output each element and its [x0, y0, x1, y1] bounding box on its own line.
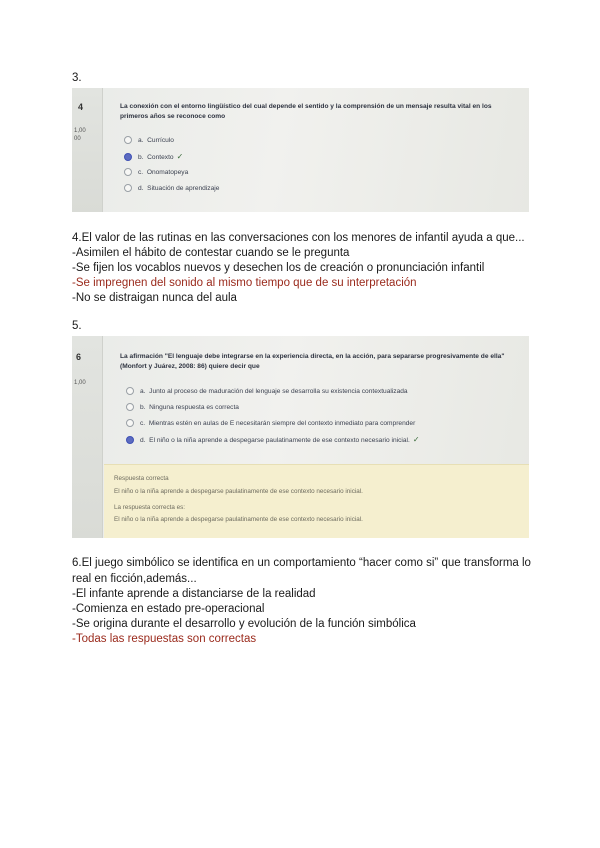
option-c: c. Mientras estén en aulas de E necesitarán siempre del contexto inmediato para comprender	[126, 419, 415, 427]
question-side-mark: 1,00	[74, 128, 86, 134]
check-icon: ✓	[176, 152, 184, 161]
question-6-option-1: -El infante aprende a distanciarse de la realidad	[72, 588, 316, 600]
question-3-screenshot	[72, 88, 529, 212]
feedback-box	[104, 464, 529, 538]
option-b: b. Contexto ✓	[124, 152, 183, 161]
feedback-label-2: La respuesta correcta es:	[114, 504, 186, 511]
option-b: b. Ninguna respuesta es correcta	[126, 403, 239, 411]
question-sidebar	[72, 336, 103, 538]
option-d: d. Situación de aprendizaje	[124, 184, 219, 192]
radio-a	[126, 387, 134, 395]
radio-d	[124, 184, 132, 192]
feedback-text: El niño o la niña aprende a despegarse paulatinamente de ese contexto necesario inicial.	[114, 488, 363, 495]
question-side-mark: 1,00	[74, 380, 86, 386]
feedback-label: Respuesta correcta	[114, 475, 169, 482]
question-text: La conexión con el entorno lingüístico del cual depende el sentido y la comprensión de un mensaje resulta vital en los primeros años se reconoce como	[120, 103, 492, 120]
radio-d-selected	[126, 436, 134, 444]
question-6-option-3: -Se origina durante el desarrollo y evolución de la función simbólica	[72, 618, 416, 630]
option-d: d. El niño o la niña aprende a despegarse paulatinamente de ese contexto necesario inicial. ✓	[126, 435, 420, 444]
question-4-option-4: -No se distraigan nunca del aula	[72, 292, 237, 304]
question-3-number: 3.	[72, 72, 82, 84]
question-4-option-1: -Asimilen el hábito de contestar cuando se le pregunta	[72, 247, 350, 259]
radio-c	[124, 168, 132, 176]
radio-b-selected	[124, 153, 132, 161]
question-4-option-2: -Se fijen los vocablos nuevos y desechen los de creación o pronunciación infantil	[72, 262, 485, 274]
question-6-stem-line-2: real en ficción,además...	[72, 573, 197, 585]
question-side-number: 6	[76, 352, 82, 362]
option-a: a. Junto al proceso de maduración del lenguaje se desarrolla su existencia contextualizada	[126, 387, 408, 395]
question-side-number: 4	[78, 102, 84, 112]
question-5-screenshot	[72, 336, 529, 538]
question-6-stem-line-1: 6.El juego simbólico se identifica en un comportamiento “hacer como si” que transforma lo	[72, 557, 531, 569]
radio-b	[126, 403, 134, 411]
check-icon: ✓	[412, 435, 420, 444]
question-4-option-3-correct: -Se impregnen del sonido al mismo tiempo que de su interpretación	[72, 277, 417, 289]
question-5-number: 5.	[72, 320, 82, 332]
question-6-option-2: -Comienza en estado pre-operacional	[72, 603, 265, 615]
radio-a	[124, 136, 132, 144]
question-4-stem: 4.El valor de las rutinas en las conversaciones con los menores de infantil ayuda a que...	[72, 232, 525, 244]
option-c: c. Onomatopeya	[124, 168, 188, 176]
question-6-option-4-correct: -Todas las respuestas son correctas	[72, 633, 257, 645]
question-side-mark-2: 00	[74, 136, 81, 142]
option-a: a. Currículo	[124, 136, 174, 144]
question-text: La afirmación "El lenguaje debe integrarse en la experiencia directa, en la acción, para separarse progresivamente de ella" (Monfort y Juárez, 2008: 86) quiere decir que	[120, 353, 505, 370]
feedback-text-2: El niño o la niña aprende a despegarse paulatinamente de ese contexto necesario inicial.	[114, 516, 363, 523]
question-sidebar	[72, 88, 103, 212]
radio-c	[126, 419, 134, 427]
